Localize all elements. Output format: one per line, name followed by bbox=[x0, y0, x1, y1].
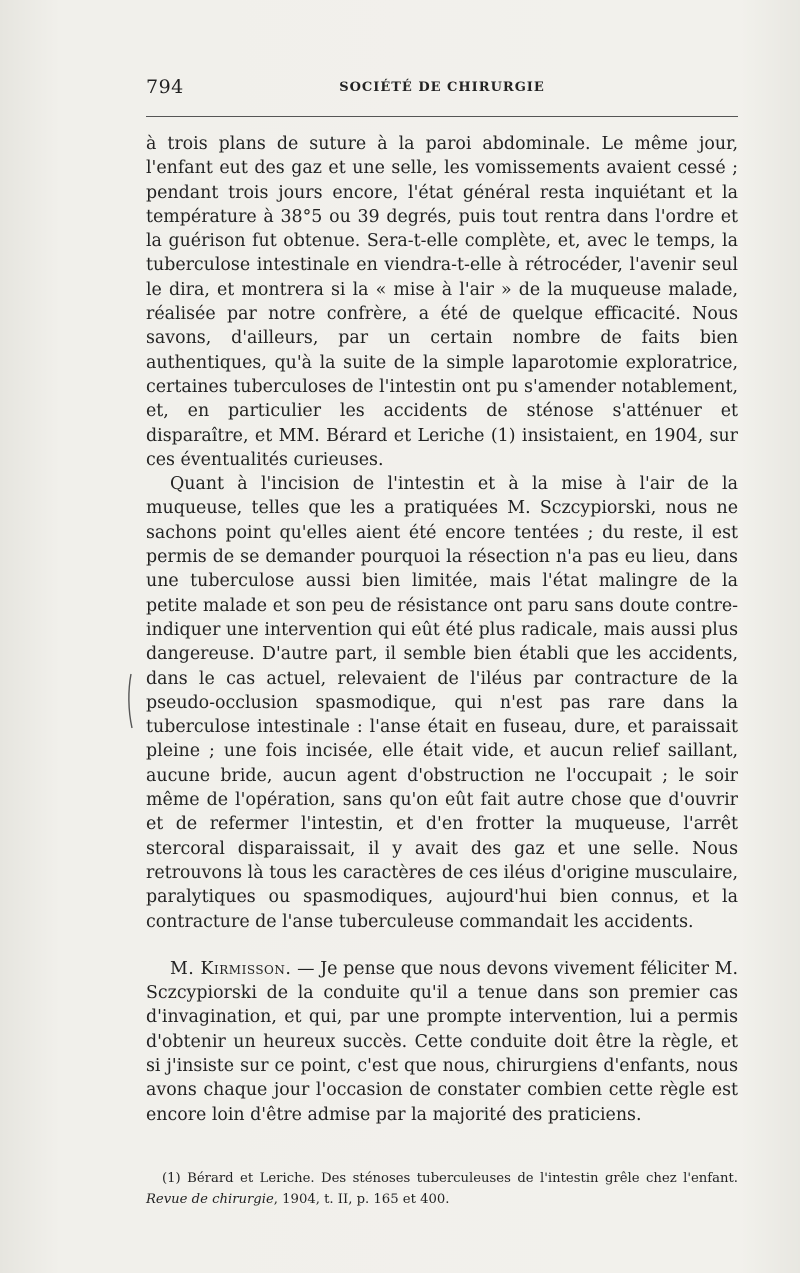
margin-annotation-mark bbox=[125, 672, 135, 730]
footnote-1-citation: , 1904, t. II, p. 165 et 400. bbox=[273, 1192, 450, 1207]
header-rule bbox=[146, 116, 738, 117]
page-number: 794 bbox=[146, 76, 184, 98]
paragraph-3-text: — Je pense que nous devons vivement féliciter M. Sczcypiorski de la conduite qu'il a tenue dans son premier cas d'invagination, et qui, par une prompte intervention, lui a permis d'obtenir un heureux succès. Cette conduite doit être la règle, et si j'insiste sur ce point, c'est que nous, chirurgiens d'enfants, nous avons chaque jour l'occasion de constater combien cette règle est encore loin d'être admise par la majorité des praticiens. bbox=[146, 958, 738, 1125]
footnote-1-journal: Revue de chirurgie bbox=[146, 1192, 274, 1207]
footnotes bbox=[146, 1168, 738, 1210]
speaker-name: M. Kirmisson. bbox=[170, 958, 292, 979]
page-header bbox=[146, 76, 738, 102]
footnote-1 bbox=[146, 1168, 738, 1210]
paragraph-2: Quant à l'incision de l'intestin et à la mise à l'air de la muqueuse, telles que les a pratiquées M. Sczcypiorski, nous ne sachons point qu'elles aient été encore tentées ; du reste, il est permis de se demander pourquoi la résection n'a pas eu lieu, dans une tuberculose aussi bien limitée, mais l'état malingre de la petite malade et son peu de résistance ont paru sans doute contre-indiquer une intervention qui eût été plus radicale, mais aussi plus dangereuse. D'autre part, il semble bien établi que les accidents, dans le cas actuel, relevaient de l'iléus par contracture de la pseudo-occlusion spasmodique, qui n'est pas rare dans la tuberculose intestinale : l'anse était en fuseau, dure, et paraissait pleine ; une fois incisée, elle était vide, et aucun relief saillant, aucune bride, aucun agent d'obstruction ne l'occupait ; le soir même de l'opération, sans qu'on eût fait autre chose que d'ouvrir et de refermer l'intestin, et d'en frotter la muqueuse, l'arrêt stercoral disparaissait, il y avait des gaz et une selle. Nous retrouvons là tous les caractères de ces iléus d'origine musculaire, paralytiques ou spasmodiques, aujourd'hui bien connus, et la contracture de l'anse tuberculeuse commandait les accidents. bbox=[146, 474, 738, 932]
paragraph-3 bbox=[146, 957, 738, 1127]
paragraph-1: à trois plans de suture à la paroi abdominale. Le même jour, l'enfant eut des gaz et une selle, les vomissements avaient cessé ; pendant trois jours encore, l'état général resta inquiétant et la température à 38°5 ou 39 degrés, puis tout rentra dans l'ordre et la guérison fut obtenue. Sera-t-elle complète, et, avec le temps, la tuberculose intestinale en viendra-t-elle à rétrocéder, l'avenir seul le dira, et montrera si la « mise à l'air » de la muqueuse malade, réalisée par notre confrère, a été de quelque efficacité. Nous savons, d'ailleurs, par un certain nombre de faits bien authentiques, qu'à la suite de la simple laparotomie exploratrice, certaines tuberculoses de l'intestin ont pu s'amender notablement, et, en particulier les accidents de sténose s'atténuer et disparaître, et MM. Bérard et Leriche (1) insistaient, en 1904, sur ces éventualités curieuses. bbox=[146, 134, 738, 470]
running-title: SOCIÉTÉ DE CHIRURGIE bbox=[339, 80, 545, 95]
footnote-1-text: (1) Bérard et Leriche. Des sténoses tuberculeuses de l'intestin grêle chez l'enfant. bbox=[162, 1171, 738, 1186]
body-text bbox=[146, 132, 738, 1127]
